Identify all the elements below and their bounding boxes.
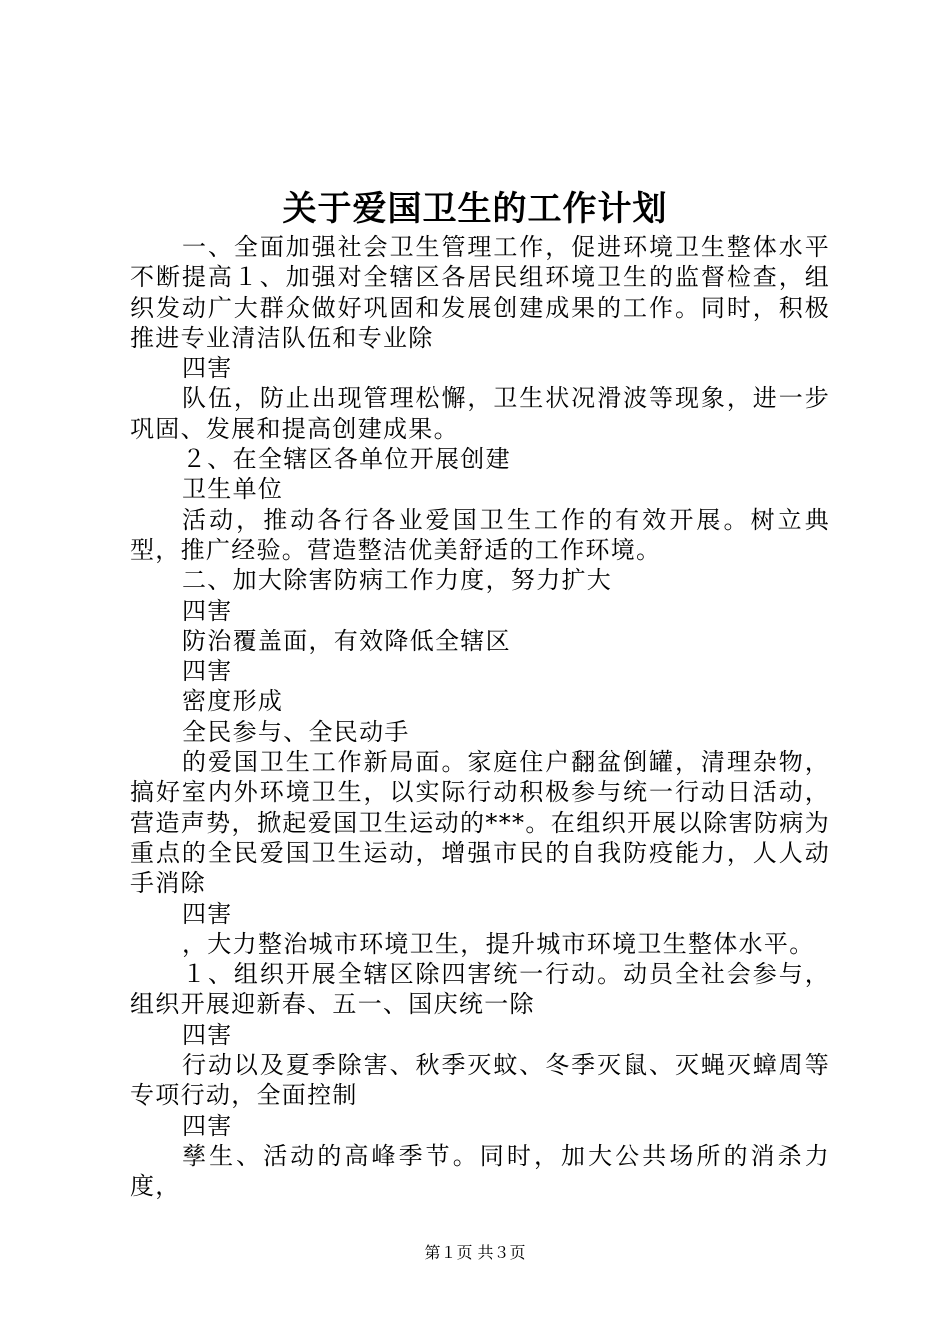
paragraph: 四害 <box>182 596 233 625</box>
paragraph: 孳生、活动的高峰季节。同时，加大公共场所的消杀力度， <box>130 1141 830 1201</box>
paragraph: 四害 <box>182 657 233 686</box>
paragraph: 四害 <box>182 1020 233 1049</box>
paragraph: １、组织开展全辖区除四害统一行动。动员全社会参与，组织开展迎新春、五一、国庆统一除 <box>130 960 830 1019</box>
document-title: 关于爱国卫生的工作计划 <box>282 189 668 229</box>
paragraph: 的爱国卫生工作新局面。家庭住户翻盆倒罐，清理杂物，搞好室内外环境卫生，以实际行动积极参与统一行动日活动，营造声势，掀起爱国卫生运动的***。在组织开展以除害防病为重点的全民爱国卫生运动，增强市民的自我防疫能力，人人动手消除 <box>130 748 830 898</box>
page-footer: 第１页 共３页 <box>424 1243 526 1262</box>
paragraph: 防治覆盖面，有效降低全辖区 <box>182 626 511 655</box>
paragraph: 四害 <box>182 899 233 928</box>
paragraph: 二、加大除害防病工作力度，努力扩大 <box>182 566 613 595</box>
document-body <box>130 232 830 1202</box>
paragraph: 四害 <box>182 354 233 383</box>
paragraph: ，大力整治城市环境卫生，提升城市环境卫生整体水平。 <box>182 929 815 958</box>
paragraph: 一、全面加强社会卫生管理工作，促进环境卫生整体水平不断提高１、加强对全辖区各居民组环境卫生的监督检查，组织发动广大群众做好巩固和发展创建成果的工作。同时，积极推进专业清洁队伍和专业除 <box>130 233 830 352</box>
paragraph: 四害 <box>182 1111 233 1140</box>
paragraph: 活动，推动各行各业爱国卫生工作的有效开展。树立典型，推广经验。营造整洁优美舒适的工作环境。 <box>130 505 830 564</box>
paragraph: 卫生单位 <box>182 475 284 504</box>
paragraph: 密度形成 <box>182 687 284 716</box>
paragraph: 行动以及夏季除害、秋季灭蚊、冬季灭鼠、灭蝇灭蟑周等专项行动，全面控制 <box>130 1051 830 1110</box>
paragraph: ２、在全辖区各单位开展创建 <box>182 445 511 474</box>
paragraph: 队伍，防止出现管理松懈，卫生状况滑波等现象，进一步巩固、发展和提高创建成果。 <box>130 384 830 443</box>
paragraph: 全民参与、全民动手 <box>182 717 410 746</box>
